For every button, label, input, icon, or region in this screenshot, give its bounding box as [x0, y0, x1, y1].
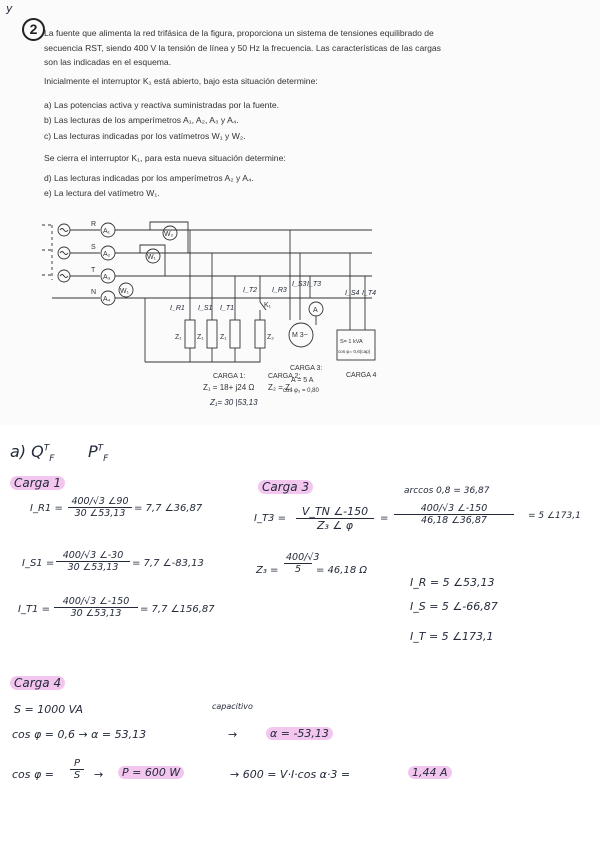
carga4-alpha: α = -53,13 [266, 727, 333, 740]
item-c: c) Las lecturas indicadas por los vatímetros W₁ y W₂. [44, 131, 246, 141]
carga3-eq2-lhs: Z₃ = [256, 565, 279, 576]
carga3-it: I_T = 5 ∠173,1 [410, 630, 494, 643]
carga4-arrow2: → [94, 768, 104, 781]
circuit-schematic [0, 210, 600, 425]
carga3-eq1-res: = 5 ∠173,1 [528, 511, 581, 521]
carga4-s: S = 1000 VA [14, 703, 83, 716]
item-b: b) Las lecturas de los amperímetros A₁, A₂, A₃ y A₄. [44, 115, 239, 125]
current-is3: I_S3 [292, 281, 307, 288]
carga1-eq2-frac: $\frac{400/√3 \angle-30}{30 \angle 53,13}$ [56, 550, 130, 573]
carga4-capacitivo: capacitivo [212, 702, 253, 711]
carga1-eq3-frac: $\frac{400/√3 \angle-150}{30 \angle 53,13}$ [54, 596, 138, 619]
line-label-r: R [91, 221, 97, 228]
carga1-title: Carga 1 [10, 476, 65, 490]
switch-k1: K₁ [264, 302, 272, 309]
carga3-title: Carga 3 [258, 480, 313, 494]
carga3-eq2-res: = 46,18 Ω [316, 565, 368, 576]
motor-label: M 3~ [292, 332, 308, 339]
ammeter-a4: A₄ [103, 296, 111, 303]
item-d: d) Las lecturas indicadas por los amperímetros A₂ y A₄. [44, 173, 254, 183]
handwritten-z1: Z₁= 30 |53,13 [210, 398, 258, 407]
carga3-eq1-frac2: $\frac{400/√3 \angle-150}{46,18 \angle 36,87}$ [394, 503, 514, 526]
carga1-title: CARGA 1: [213, 373, 246, 380]
line-label-t: T [91, 267, 96, 274]
line-label-s: S [91, 244, 96, 251]
carga1-eq3-res: = 7,7 ∠156,87 [140, 604, 215, 615]
carga4-p-value: P = 600 W [118, 766, 184, 779]
carga3-is: I_S = 5 ∠-66,87 [410, 600, 498, 613]
ammeter-a3: A₃ [103, 274, 111, 281]
carga2-value: Z₂ = Z₁ [268, 383, 293, 392]
heading-p: $P^T_F$ [88, 442, 109, 465]
carga1-eq2-res: = 7,7 ∠-83,13 [132, 558, 204, 569]
carga4-power-eq: → 600 = V·I·cos α·3 = [230, 768, 351, 781]
carga4-title: Carga 4 [10, 676, 65, 690]
wattmeter-w1b: W₁ [120, 288, 129, 295]
current-it4: I_T4 [362, 290, 377, 297]
carga3-eq1-frac1: $\frac{V\_TN \angle-150}{\text{Z₃ ∠ φ}}$ [296, 505, 374, 532]
carga3-eq1-equals: = [380, 513, 389, 524]
statement-line-3: son las indicadas en el esquema. [44, 57, 172, 67]
carga1-eq2-lhs: I_S1 = [22, 558, 55, 569]
motor-ammeter: A [313, 307, 318, 314]
carga3-line1: A = 5 A [291, 377, 314, 384]
carga1-eq1-res: = 7,7 ∠36,87 [134, 503, 203, 514]
carga3-title: CARGA 3: [290, 365, 323, 372]
statement-line-2: secuencia RST, siendo 400 V la tensión de línea y 50 Hz la frecuencia. Las características de las cargas [44, 43, 441, 53]
current-ir3: I_R3 [272, 287, 287, 294]
current-it3: I_T3 [307, 281, 322, 288]
carga1-eq1-lhs: I_R1 = [30, 503, 63, 514]
carga4-cos-line: cos φ = 0,6 → α = 53,13 [12, 728, 147, 741]
intro-2: Se cierra el interruptor K₁, para esta nueva situación determine: [44, 153, 286, 163]
source-r [58, 224, 70, 236]
carga3-eq1-lhs: I_T3 = [254, 513, 286, 524]
carga2-title: CARGA 2: [268, 373, 301, 380]
carga4-current: 1,44 A [408, 766, 452, 779]
corner-mark: y [6, 2, 13, 15]
carga1-value: Z₁ = 18+ j24 Ω [203, 383, 255, 392]
impedance-z1-c: Z₁ [220, 334, 227, 341]
problem-number: 2 [22, 18, 45, 41]
carga4-p-frac: $\frac{P}{S}$ [70, 758, 84, 781]
carga3-line2: cos φ₃ = 0,80 [283, 388, 319, 394]
impedance-z1-b: Z₁ [197, 334, 204, 341]
intro-1: Inicialmente el interruptor K₁ está abierto, bajo esta situación determine: [44, 76, 318, 86]
statement-line-1: La fuente que alimenta la red trifásica de la figura, proporciona un sistema de tensiones equilibrado de [44, 28, 434, 38]
line-label-n: N [91, 289, 97, 296]
current-it2: I_T2 [243, 287, 258, 294]
heading-q: a) $Q^T_F$ [10, 442, 55, 465]
source-t [58, 270, 70, 282]
carga3-arccos: arccos 0,8 = 36,87 [404, 486, 490, 496]
impedance-z2: Z₂ [267, 334, 274, 341]
carga4-title: CARGA 4 [346, 372, 377, 379]
ammeter-a1: A₁ [103, 228, 111, 235]
current-is1: I_S1 [198, 305, 213, 312]
current-it1: I_T1 [220, 305, 235, 312]
carga3-eq2-frac: $\frac{400/√3}{5}$ [286, 552, 320, 575]
load4-cos: cos φ= 0,6(cap) [338, 349, 371, 354]
item-a: a) Las potencias activa y reactiva suministradas por la fuente. [44, 100, 280, 110]
carga3-ir: I_R = 5 ∠53,13 [410, 576, 495, 589]
carga4-arrow1: → [228, 728, 238, 741]
impedance-z1-a: Z₁ [175, 334, 182, 341]
current-ir1: I_R1 [170, 305, 185, 312]
carga1-eq1-frac: $\frac{400/√3 \angle 90}{30 \angle 53,13}$ [68, 496, 132, 519]
carga4-p-cos: cos φ = [12, 768, 54, 781]
wattmeter-w1: W₁ [147, 254, 156, 261]
source-s [58, 247, 70, 259]
item-e: e) La lectura del vatímetro W₁. [44, 188, 160, 198]
carga1-eq3-lhs: I_T1 = [18, 604, 50, 615]
load4-s: S= 1 kVA [340, 339, 363, 345]
ammeter-a2: A₂ [103, 251, 111, 258]
wattmeter-w2: W₂ [164, 231, 174, 238]
current-is4: I_S4 [345, 290, 360, 297]
